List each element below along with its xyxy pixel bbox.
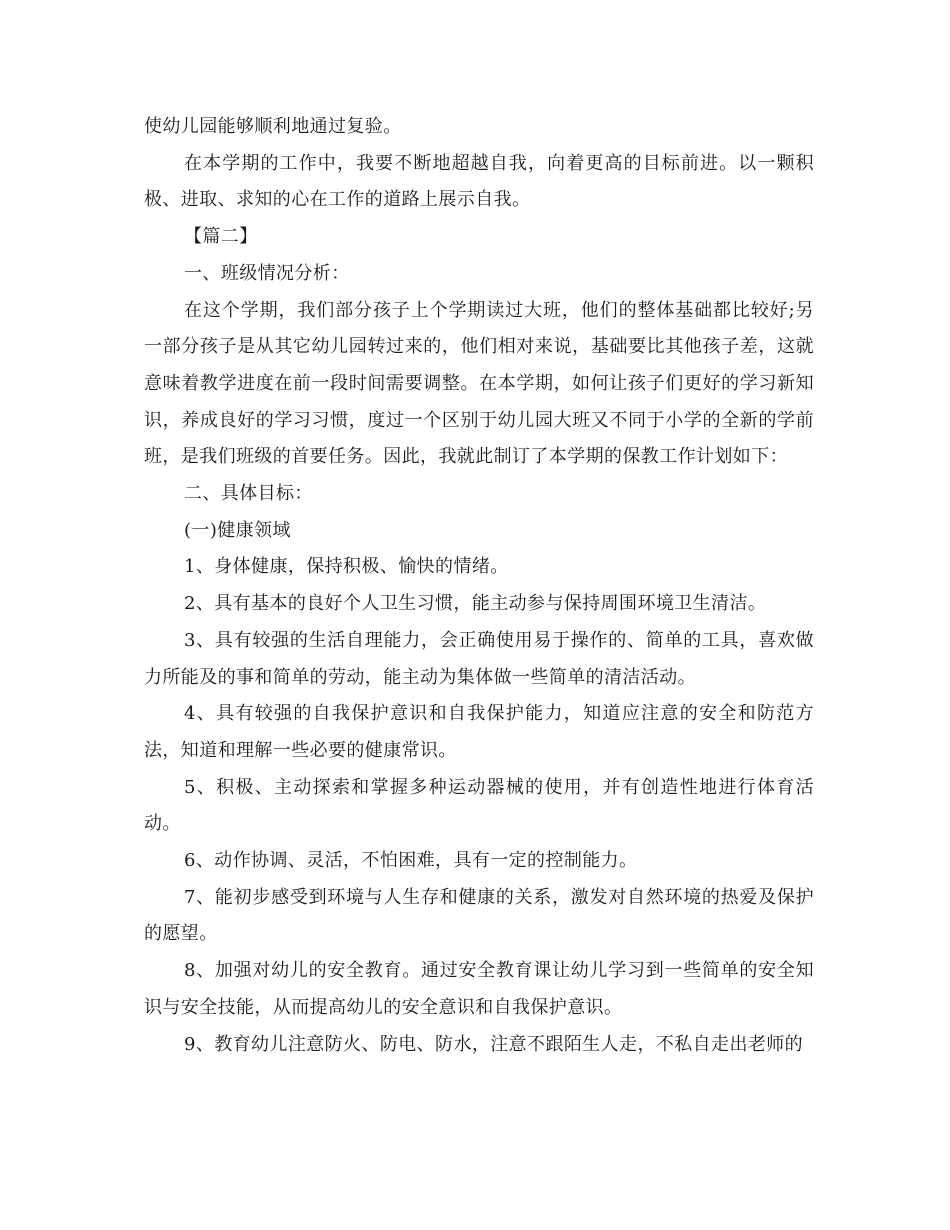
list-item-7: 7、能初步感受到环境与人生存和健康的关系，激发对自然环境的热爱及保护的愿望。	[144, 886, 814, 945]
paragraph-continuation: 使幼儿园能够顺利地通过复验。	[144, 116, 402, 137]
paragraph-goal: 在本学期的工作中，我要不断地超越自我，向着更高的目标前进。以一颗积极、进取、求知的心在工作的道路上展示自我。	[144, 152, 814, 211]
heading-specific-goals: 二、具体目标：	[184, 483, 313, 505]
paragraph-class-analysis: 在这个学期，我们部分孩子上个学期读过大班，他们的整体基础都比较好;另一部分孩子是从其它幼儿园转过来的，他们相对来说，基础要比其他孩子差，这就意味着教学进度在前一段时间需要调整。在本学期，如何让孩子们更好的学习新知识，养成良好的学习习惯，度过一个区别于幼儿园大班又不同于小学的全新的学前班，是我们班级的首要任务。因此，我就此制订了本学期的保教工作计划如下：	[144, 299, 814, 468]
list-item-4: 4、具有较强的自我保护意识和自我保护能力，知道应注意的安全和防范方法，知道和理解一些必要的健康常识。	[144, 703, 814, 761]
list-item-9: 9、教育幼儿注意防火、防电、防水，注意不跟陌生人走，不私自走出老师的	[184, 1033, 804, 1055]
list-item-6: 6、动作协调、灵活，不怕困难，具有一定的控制能力。	[184, 850, 638, 872]
list-item-3: 3、具有较强的生活自理能力，会正确使用易于操作的、简单的工具，喜欢做力所能及的事和简单的劳动，能主动为集体做一些简单的清洁活动。	[144, 629, 814, 688]
section-heading-part-two: 【篇二】	[184, 226, 258, 248]
list-item-2: 2、具有基本的良好个人卫生习惯，能主动参与保持周围环境卫生清洁。	[184, 593, 767, 615]
heading-class-analysis: 一、班级情况分析：	[184, 262, 350, 284]
list-item-5: 5、积极、主动探索和掌握多种运动器械的使用，并有创造性地进行体育活动。	[144, 776, 814, 835]
heading-health-domain: (一)健康领域	[184, 519, 291, 541]
list-item-8: 8、加强对幼儿的安全教育。通过安全教育课让幼儿学习到一些简单的安全知识与安全技能，从而提高幼儿的安全意识和自我保护意识。	[144, 960, 814, 1018]
document-body	[144, 109, 814, 1063]
list-item-1: 1、身体健康，保持积极、愉快的情绪。	[184, 556, 509, 578]
